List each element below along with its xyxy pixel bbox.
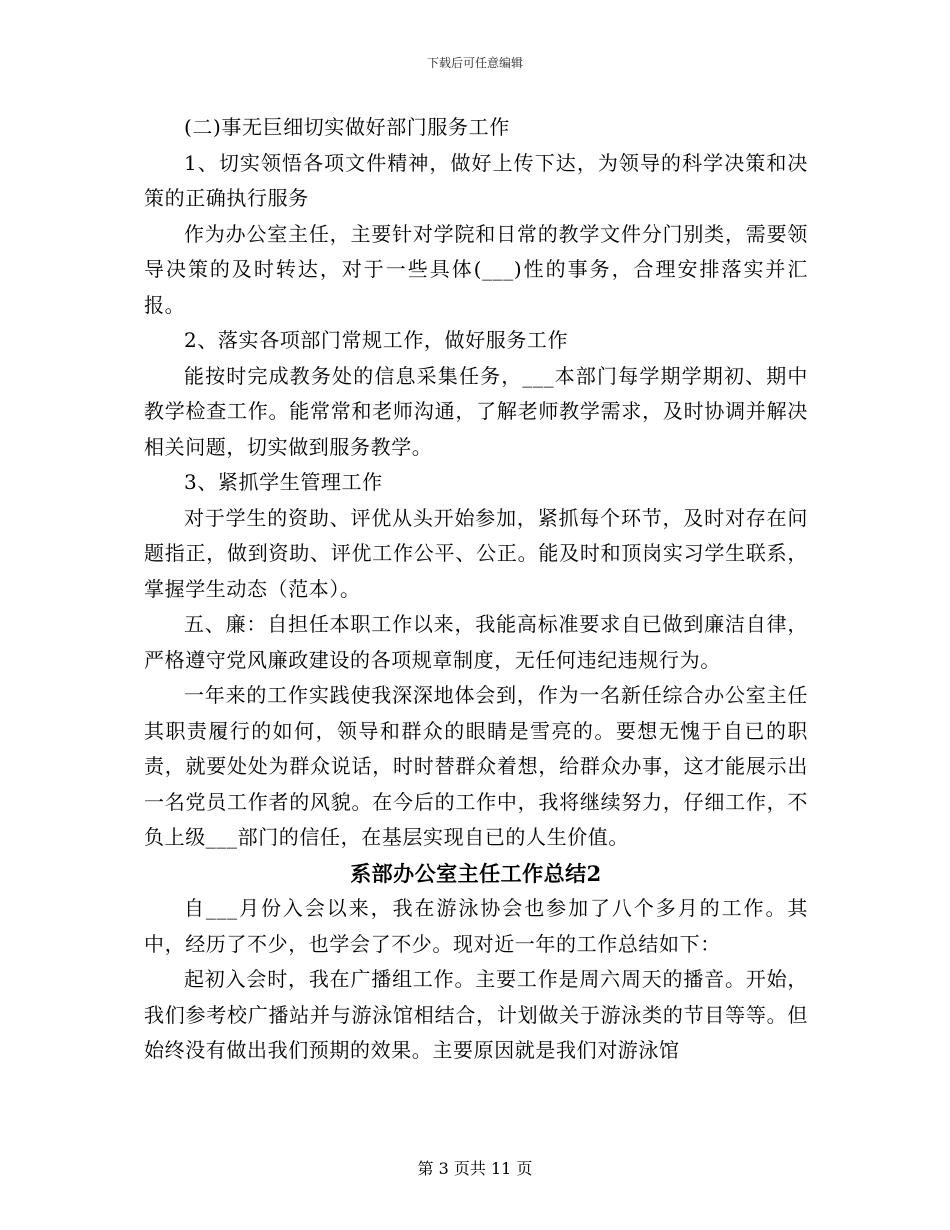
paragraph: 对于学生的资助、评优从头开始参加，紧抓每个环节，及时对存在问题指正，做到资助、评优工作公平、公正。能及时和顶岗实习学生联系，掌握学生动态（范本）。 [144,505,808,601]
paragraph: 3、紧抓学生管理工作 [184,470,383,494]
paragraph: 一年来的工作实践使我深深地体会到，作为一名新任综合办公室主任其职责履行的如何，领导和群众的眼睛是雪亮的。要想无愧于自已的职责，就要处处为群众说话，时时替群众着想，给群众办事，这才能展示出一名党员工作者的风貌。在今后的工作中，我将继续努力，仔细工作，不负上级___部门的信任，在基层实现自已的人生价值。 [144,683,808,849]
document-body [144,110,808,1069]
paragraph: 起初入会时，我在广播组工作。主要工作是周六周天的播音。开始，我们参考校广播站并与游泳馆相结合，计划做关于游泳类的节目等等。但始终没有做出我们预期的效果。主要原因就是我们对游泳馆 [144,967,808,1062]
paragraph: 能按时完成教务处的信息采集任务，___本部门每学期学期初、期中教学检查工作。能常常和老师沟通，了解老师教学需求，及时协调并解决相关问题，切实做到服务教学。 [144,363,808,459]
paragraph: 五、廉：自担任本职工作以来，我能高标准要求自已做到廉洁自律，严格遵守党风廉政建设的各项规章制度，无任何违纪违规行为。 [144,612,808,672]
paragraph: 2、落实各项部门常规工作，做好服务工作 [184,328,569,352]
paragraph: 作为办公室主任，主要针对学院和日常的教学文件分门别类，需要领导决策的及时转达，对于一些具体(___)性的事务，合理安排落实并汇报。 [144,221,808,317]
paragraph: (二)事无巨细切实做好部门服务工作 [184,115,510,139]
page-header: 下载后可任意编辑 [426,56,523,70]
paragraph: 自___月份入会以来，我在游泳协会也参加了八个多月的工作。其中，经历了不少，也学会了不少。现对近一年的工作总结如下： [144,896,808,956]
page-number: 第 3 页共 11 页 [417,1159,533,1178]
paragraph: 1、切实领悟各项文件精神，做好上传下达，为领导的科学决策和决策的正确执行服务 [144,150,808,210]
section-title: 系部办公室主任工作总结2 [350,860,602,886]
